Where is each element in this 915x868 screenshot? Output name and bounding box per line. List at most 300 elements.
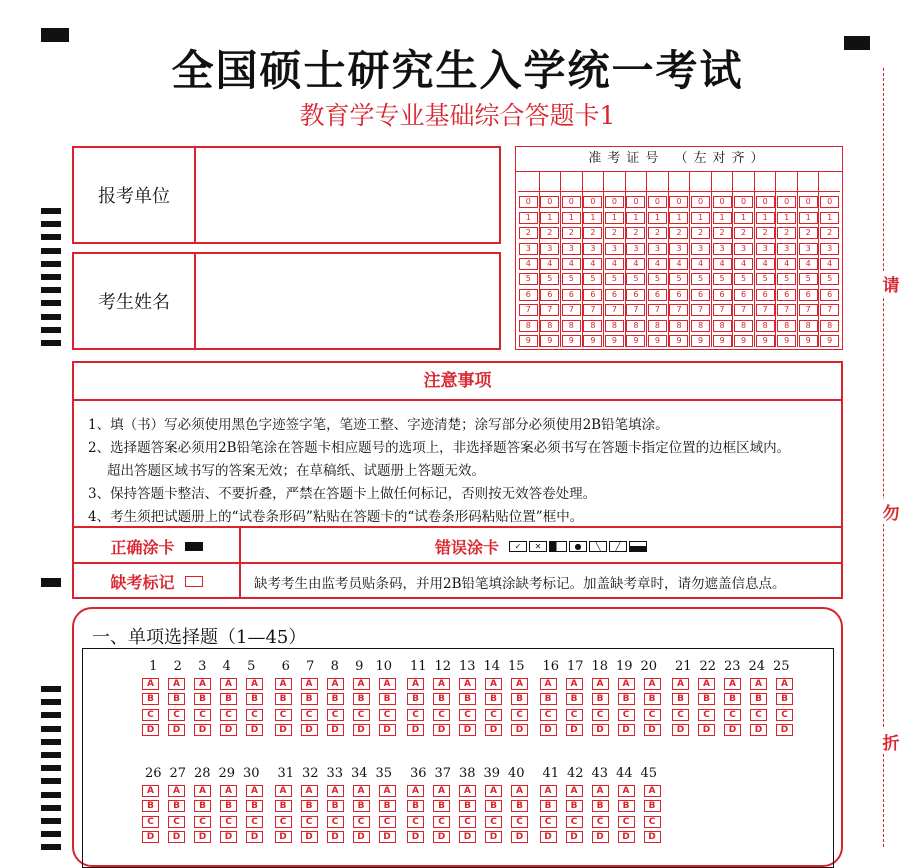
option-bubble[interactable]: C [750,709,767,721]
admission-digit-bubble[interactable]: 2 [519,227,538,239]
admission-digit-bubble[interactable]: 6 [583,289,602,301]
admission-digit-bubble[interactable]: 7 [562,304,581,316]
admission-digit-bubble[interactable]: 3 [519,243,538,255]
admission-digit-write-box[interactable] [540,172,561,192]
admission-digit-bubble[interactable]: 5 [669,273,688,285]
option-bubble[interactable]: C [644,816,661,828]
admission-digit-bubble[interactable]: 8 [519,320,538,332]
admission-digit-bubble[interactable]: 7 [583,304,602,316]
option-bubble[interactable]: D [353,724,370,736]
admission-digit-bubble[interactable]: 6 [756,289,775,301]
admission-digit-bubble[interactable]: 5 [777,273,796,285]
option-bubble[interactable]: C [511,709,528,721]
option-bubble[interactable]: C [566,816,583,828]
option-bubble[interactable]: C [142,816,159,828]
option-bubble[interactable]: C [672,709,689,721]
admission-digit-bubble[interactable]: 2 [648,227,667,239]
option-bubble[interactable]: B [301,693,318,705]
option-bubble[interactable]: B [672,693,689,705]
admission-digit-write-box[interactable] [647,172,668,192]
option-bubble[interactable]: C [353,816,370,828]
option-bubble[interactable]: D [644,724,661,736]
admission-digit-bubble[interactable]: 2 [691,227,710,239]
option-bubble[interactable]: A [353,785,370,797]
option-bubble[interactable]: D [379,831,396,843]
admission-digit-write-box[interactable] [561,172,582,192]
admission-digit-bubble[interactable]: 8 [799,320,818,332]
admission-digit-bubble[interactable]: 8 [820,320,839,332]
admission-digit-bubble[interactable]: 8 [626,320,645,332]
option-bubble[interactable]: B [407,693,424,705]
option-bubble[interactable]: C [142,709,159,721]
option-bubble[interactable]: A [142,678,159,690]
option-bubble[interactable]: D [750,724,767,736]
option-bubble[interactable]: A [644,678,661,690]
option-bubble[interactable]: D [301,831,318,843]
admission-digit-bubble[interactable]: 4 [519,258,538,270]
option-bubble[interactable]: C [433,816,450,828]
admission-digit-bubble[interactable]: 9 [756,335,775,347]
option-bubble[interactable]: C [618,709,635,721]
admission-digit-write-box[interactable] [733,172,754,192]
admission-digit-bubble[interactable]: 1 [605,212,624,224]
admission-digit-bubble[interactable]: 1 [540,212,559,224]
admission-digit-bubble[interactable]: 6 [540,289,559,301]
option-bubble[interactable]: C [698,709,715,721]
option-bubble[interactable]: D [618,724,635,736]
option-bubble[interactable]: C [540,709,557,721]
admission-digit-bubble[interactable]: 5 [756,273,775,285]
admission-digit-write-box[interactable] [604,172,625,192]
option-bubble[interactable]: B [698,693,715,705]
option-bubble[interactable]: B [592,800,609,812]
admission-digit-bubble[interactable]: 3 [734,243,753,255]
option-bubble[interactable]: D [592,831,609,843]
option-bubble[interactable]: C [459,709,476,721]
admission-digit-bubble[interactable]: 6 [691,289,710,301]
admission-digit-bubble[interactable]: 0 [626,196,645,208]
option-bubble[interactable]: B [275,693,292,705]
admission-digit-write-box[interactable] [518,172,539,192]
admission-digit-bubble[interactable]: 4 [648,258,667,270]
option-bubble[interactable]: A [246,785,263,797]
admission-digit-write-box[interactable] [776,172,797,192]
admission-digit-bubble[interactable]: 5 [605,273,624,285]
option-bubble[interactable]: B [246,800,263,812]
option-bubble[interactable]: A [275,785,292,797]
option-bubble[interactable]: C [194,816,211,828]
option-bubble[interactable]: D [246,831,263,843]
option-bubble[interactable]: D [566,831,583,843]
option-bubble[interactable]: A [379,678,396,690]
option-bubble[interactable]: B [142,693,159,705]
admission-digit-bubble[interactable]: 9 [540,335,559,347]
admission-digit-bubble[interactable]: 7 [799,304,818,316]
admission-digit-bubble[interactable]: 4 [540,258,559,270]
admission-digit-bubble[interactable]: 3 [713,243,732,255]
admission-digit-bubble[interactable]: 0 [756,196,775,208]
admission-digit-bubble[interactable]: 5 [734,273,753,285]
option-bubble[interactable]: C [246,709,263,721]
absent-mark-box[interactable] [185,576,203,587]
admission-digit-bubble[interactable]: 6 [648,289,667,301]
option-bubble[interactable]: B [246,693,263,705]
admission-digit-bubble[interactable]: 7 [669,304,688,316]
option-bubble[interactable]: A [353,678,370,690]
admission-digit-bubble[interactable]: 8 [691,320,710,332]
option-bubble[interactable]: A [618,678,635,690]
admission-digit-bubble[interactable]: 5 [648,273,667,285]
admission-digit-bubble[interactable]: 1 [713,212,732,224]
admission-digit-bubble[interactable]: 7 [626,304,645,316]
admission-digit-bubble[interactable]: 7 [734,304,753,316]
option-bubble[interactable]: C [724,709,741,721]
admission-digit-bubble[interactable]: 9 [626,335,645,347]
option-bubble[interactable]: B [275,800,292,812]
admission-digit-bubble[interactable]: 8 [605,320,624,332]
option-bubble[interactable]: B [194,800,211,812]
admission-digit-bubble[interactable]: 3 [820,243,839,255]
admission-digit-bubble[interactable]: 4 [583,258,602,270]
admission-digit-bubble[interactable]: 0 [562,196,581,208]
admission-digit-bubble[interactable]: 4 [626,258,645,270]
option-bubble[interactable]: C [301,709,318,721]
admission-digit-bubble[interactable]: 9 [734,335,753,347]
option-bubble[interactable]: D [511,724,528,736]
option-bubble[interactable]: D [433,831,450,843]
admission-digit-bubble[interactable]: 5 [583,273,602,285]
option-bubble[interactable]: D [379,724,396,736]
admission-digit-bubble[interactable]: 3 [562,243,581,255]
option-bubble[interactable]: B [540,800,557,812]
admission-digit-write-box[interactable] [626,172,647,192]
admission-digit-bubble[interactable]: 9 [820,335,839,347]
option-bubble[interactable]: A [194,785,211,797]
option-bubble[interactable]: D [618,831,635,843]
admission-digit-bubble[interactable]: 6 [777,289,796,301]
admission-digit-bubble[interactable]: 0 [669,196,688,208]
option-bubble[interactable]: C [566,709,583,721]
admission-digit-bubble[interactable]: 4 [756,258,775,270]
admission-digit-bubble[interactable]: 7 [713,304,732,316]
option-bubble[interactable]: C [275,816,292,828]
name-field[interactable] [72,252,501,350]
option-bubble[interactable]: B [220,800,237,812]
option-bubble[interactable]: A [407,678,424,690]
admission-digit-bubble[interactable]: 8 [756,320,775,332]
admission-digit-bubble[interactable]: 6 [626,289,645,301]
option-bubble[interactable]: A [433,678,450,690]
option-bubble[interactable]: B [327,693,344,705]
option-bubble[interactable]: A [142,785,159,797]
admission-digit-bubble[interactable]: 5 [626,273,645,285]
admission-digit-bubble[interactable]: 9 [799,335,818,347]
option-bubble[interactable]: C [485,709,502,721]
option-bubble[interactable]: A [301,678,318,690]
option-bubble[interactable]: D [142,724,159,736]
option-bubble[interactable]: C [301,816,318,828]
admission-digit-bubble[interactable]: 5 [519,273,538,285]
option-bubble[interactable]: B [750,693,767,705]
admission-digit-bubble[interactable]: 2 [713,227,732,239]
admission-digit-bubble[interactable]: 7 [519,304,538,316]
option-bubble[interactable]: A [407,785,424,797]
option-bubble[interactable]: A [592,678,609,690]
option-bubble[interactable]: C [220,709,237,721]
option-bubble[interactable]: B [407,800,424,812]
option-bubble[interactable]: A [644,785,661,797]
admission-digit-bubble[interactable]: 5 [799,273,818,285]
option-bubble[interactable]: C [194,709,211,721]
option-bubble[interactable]: C [327,709,344,721]
option-bubble[interactable]: A [511,678,528,690]
admission-digit-bubble[interactable]: 2 [583,227,602,239]
admission-digit-bubble[interactable]: 6 [820,289,839,301]
option-bubble[interactable]: A [776,678,793,690]
option-bubble[interactable]: B [618,800,635,812]
admission-digit-bubble[interactable]: 6 [605,289,624,301]
admission-digit-bubble[interactable]: 2 [777,227,796,239]
admission-digit-bubble[interactable]: 6 [734,289,753,301]
admission-digit-bubble[interactable]: 4 [820,258,839,270]
admission-digit-bubble[interactable]: 2 [605,227,624,239]
admission-digit-bubble[interactable]: 7 [756,304,775,316]
option-bubble[interactable]: C [220,816,237,828]
option-bubble[interactable]: B [618,693,635,705]
admission-digit-bubble[interactable]: 5 [820,273,839,285]
admission-digit-bubble[interactable]: 4 [669,258,688,270]
admission-digit-write-box[interactable] [690,172,711,192]
option-bubble[interactable]: B [566,693,583,705]
admission-digit-bubble[interactable]: 5 [540,273,559,285]
option-bubble[interactable]: B [724,693,741,705]
option-bubble[interactable]: B [644,800,661,812]
option-bubble[interactable]: D [246,724,263,736]
option-bubble[interactable]: D [168,831,185,843]
admission-digit-bubble[interactable]: 0 [820,196,839,208]
admission-digit-bubble[interactable]: 2 [734,227,753,239]
admission-digit-bubble[interactable]: 2 [799,227,818,239]
option-bubble[interactable]: C [379,816,396,828]
admission-digit-bubble[interactable]: 6 [713,289,732,301]
admission-digit-bubble[interactable]: 3 [756,243,775,255]
admission-digit-bubble[interactable]: 1 [734,212,753,224]
admission-digit-bubble[interactable]: 8 [734,320,753,332]
admission-digit-bubble[interactable]: 2 [820,227,839,239]
admission-digit-bubble[interactable]: 0 [691,196,710,208]
admission-digit-bubble[interactable]: 3 [799,243,818,255]
option-bubble[interactable]: B [433,693,450,705]
option-bubble[interactable]: A [327,678,344,690]
unit-field[interactable] [72,146,501,244]
option-bubble[interactable]: B [142,800,159,812]
admission-digit-bubble[interactable]: 1 [777,212,796,224]
admission-digit-bubble[interactable]: 0 [583,196,602,208]
option-bubble[interactable]: B [327,800,344,812]
option-bubble[interactable]: D [540,831,557,843]
option-bubble[interactable]: B [485,800,502,812]
option-bubble[interactable]: D [168,724,185,736]
option-bubble[interactable]: D [566,724,583,736]
option-bubble[interactable]: A [566,678,583,690]
admission-digit-bubble[interactable]: 3 [626,243,645,255]
admission-digit-bubble[interactable]: 8 [648,320,667,332]
option-bubble[interactable]: A [566,785,583,797]
option-bubble[interactable]: D [592,724,609,736]
admission-digit-bubble[interactable]: 4 [799,258,818,270]
admission-digit-bubble[interactable]: 2 [540,227,559,239]
option-bubble[interactable]: C [644,709,661,721]
option-bubble[interactable]: C [327,816,344,828]
option-bubble[interactable]: B [168,693,185,705]
admission-digit-bubble[interactable]: 0 [734,196,753,208]
option-bubble[interactable]: C [485,816,502,828]
admission-digit-bubble[interactable]: 0 [713,196,732,208]
option-bubble[interactable]: C [459,816,476,828]
option-bubble[interactable]: D [194,724,211,736]
option-bubble[interactable]: A [168,785,185,797]
admission-digit-bubble[interactable]: 0 [799,196,818,208]
option-bubble[interactable]: A [485,785,502,797]
option-bubble[interactable]: C [592,709,609,721]
option-bubble[interactable]: A [379,785,396,797]
admission-digit-bubble[interactable]: 0 [648,196,667,208]
option-bubble[interactable]: B [459,693,476,705]
option-bubble[interactable]: C [433,709,450,721]
admission-digit-bubble[interactable]: 7 [777,304,796,316]
option-bubble[interactable]: D [459,724,476,736]
option-bubble[interactable]: A [459,678,476,690]
admission-digit-write-box[interactable] [583,172,604,192]
option-bubble[interactable]: D [644,831,661,843]
admission-digit-bubble[interactable]: 1 [626,212,645,224]
option-bubble[interactable]: B [485,693,502,705]
admission-digit-bubble[interactable]: 9 [669,335,688,347]
option-bubble[interactable]: A [592,785,609,797]
option-bubble[interactable]: B [379,800,396,812]
option-bubble[interactable]: B [353,800,370,812]
option-bubble[interactable]: C [353,709,370,721]
option-bubble[interactable]: C [407,816,424,828]
option-bubble[interactable]: B [511,693,528,705]
option-bubble[interactable]: A [275,678,292,690]
admission-digit-bubble[interactable]: 4 [605,258,624,270]
option-bubble[interactable]: D [301,724,318,736]
option-bubble[interactable]: D [407,724,424,736]
option-bubble[interactable]: D [220,831,237,843]
admission-digit-bubble[interactable]: 3 [648,243,667,255]
admission-digit-bubble[interactable]: 2 [756,227,775,239]
admission-digit-bubble[interactable]: 1 [799,212,818,224]
admission-digit-bubble[interactable]: 4 [691,258,710,270]
option-bubble[interactable]: B [776,693,793,705]
admission-digit-bubble[interactable]: 5 [713,273,732,285]
option-bubble[interactable]: D [220,724,237,736]
option-bubble[interactable]: D [433,724,450,736]
option-bubble[interactable]: D [327,831,344,843]
admission-digit-bubble[interactable]: 9 [713,335,732,347]
option-bubble[interactable]: D [327,724,344,736]
admission-digit-bubble[interactable]: 8 [777,320,796,332]
admission-digit-bubble[interactable]: 3 [605,243,624,255]
admission-digit-bubble[interactable]: 7 [691,304,710,316]
admission-digit-bubble[interactable]: 4 [734,258,753,270]
option-bubble[interactable]: D [407,831,424,843]
option-bubble[interactable]: C [246,816,263,828]
admission-digit-bubble[interactable]: 0 [605,196,624,208]
option-bubble[interactable]: C [168,816,185,828]
admission-digit-bubble[interactable]: 6 [799,289,818,301]
option-bubble[interactable]: C [275,709,292,721]
admission-digit-bubble[interactable]: 9 [691,335,710,347]
option-bubble[interactable]: A [750,678,767,690]
option-bubble[interactable]: D [485,831,502,843]
admission-digit-bubble[interactable]: 4 [777,258,796,270]
option-bubble[interactable]: D [142,831,159,843]
admission-digit-bubble[interactable]: 1 [583,212,602,224]
admission-digit-bubble[interactable]: 3 [777,243,796,255]
admission-digit-bubble[interactable]: 5 [562,273,581,285]
admission-digit-bubble[interactable]: 6 [669,289,688,301]
option-bubble[interactable]: B [566,800,583,812]
option-bubble[interactable]: C [776,709,793,721]
admission-digit-bubble[interactable]: 7 [820,304,839,316]
option-bubble[interactable]: B [433,800,450,812]
option-bubble[interactable]: D [275,724,292,736]
option-bubble[interactable]: A [433,785,450,797]
option-bubble[interactable]: C [511,816,528,828]
option-bubble[interactable]: D [275,831,292,843]
admission-digit-bubble[interactable]: 8 [669,320,688,332]
admission-digit-bubble[interactable]: 3 [691,243,710,255]
admission-digit-write-box[interactable] [798,172,819,192]
option-bubble[interactable]: A [301,785,318,797]
option-bubble[interactable]: D [353,831,370,843]
admission-digit-write-box[interactable] [819,172,840,192]
option-bubble[interactable]: B [459,800,476,812]
option-bubble[interactable]: D [511,831,528,843]
option-bubble[interactable]: A [698,678,715,690]
option-bubble[interactable]: D [194,831,211,843]
option-bubble[interactable]: D [540,724,557,736]
option-bubble[interactable]: B [168,800,185,812]
option-bubble[interactable]: C [592,816,609,828]
admission-digit-bubble[interactable]: 9 [777,335,796,347]
admission-digit-bubble[interactable]: 8 [540,320,559,332]
option-bubble[interactable]: B [220,693,237,705]
option-bubble[interactable]: A [540,678,557,690]
admission-digit-bubble[interactable]: 1 [648,212,667,224]
option-bubble[interactable]: C [379,709,396,721]
admission-digit-bubble[interactable]: 1 [669,212,688,224]
admission-digit-bubble[interactable]: 9 [519,335,538,347]
admission-digit-bubble[interactable]: 9 [648,335,667,347]
admission-digit-bubble[interactable]: 8 [713,320,732,332]
admission-digit-bubble[interactable]: 3 [540,243,559,255]
option-bubble[interactable]: B [353,693,370,705]
option-bubble[interactable]: A [618,785,635,797]
option-bubble[interactable]: D [672,724,689,736]
option-bubble[interactable]: A [540,785,557,797]
option-bubble[interactable]: A [724,678,741,690]
option-bubble[interactable]: D [776,724,793,736]
admission-digit-bubble[interactable]: 9 [605,335,624,347]
admission-digit-bubble[interactable]: 8 [583,320,602,332]
option-bubble[interactable]: B [644,693,661,705]
admission-digit-bubble[interactable]: 6 [562,289,581,301]
admission-digit-bubble[interactable]: 3 [669,243,688,255]
admission-digit-bubble[interactable]: 1 [820,212,839,224]
